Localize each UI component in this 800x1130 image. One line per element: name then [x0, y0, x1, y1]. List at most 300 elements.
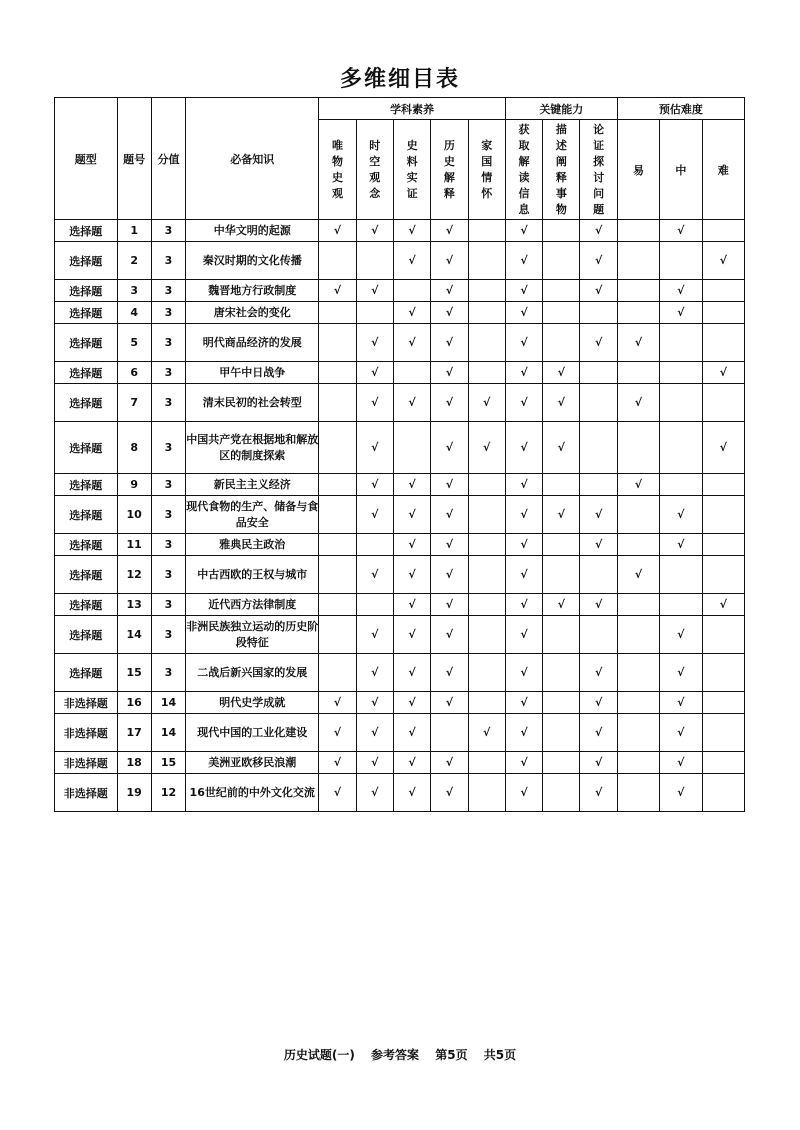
ability-1-check: [543, 324, 580, 362]
literacy-4-check: √: [468, 714, 505, 752]
ability-0-check: √: [505, 220, 542, 242]
question-number: 8: [117, 422, 151, 474]
literacy-1-check: √: [356, 362, 393, 384]
literacy-3-check: √: [431, 752, 468, 774]
difficulty-0-check: [617, 616, 659, 654]
ability-1-check: [543, 774, 580, 812]
difficulty-2-check: [702, 496, 745, 534]
literacy-4-check: [468, 242, 505, 280]
literacy-4-check: [468, 362, 505, 384]
question-score: 3: [151, 594, 185, 616]
ability-2-check: √: [580, 752, 617, 774]
literacy-3-check: √: [431, 616, 468, 654]
ability-2-check: √: [580, 654, 617, 692]
question-score: 3: [151, 534, 185, 556]
literacy-2-check: √: [393, 616, 430, 654]
question-number: 6: [117, 362, 151, 384]
question-score: 3: [151, 474, 185, 496]
difficulty-2-check: √: [702, 594, 745, 616]
question-type: 选择题: [55, 242, 118, 280]
literacy-0-check: [319, 302, 356, 324]
difficulty-1-check: √: [660, 534, 702, 556]
literacy-3-check: √: [431, 556, 468, 594]
literacy-3-check: √: [431, 384, 468, 422]
header-ability-1: 描述阐释事物: [543, 120, 580, 220]
difficulty-0-check: [617, 362, 659, 384]
question-type: 非选择题: [55, 714, 118, 752]
literacy-2-check: √: [393, 752, 430, 774]
ability-1-check: [543, 534, 580, 556]
ability-2-check: √: [580, 534, 617, 556]
difficulty-0-check: [617, 496, 659, 534]
table-row: [55, 534, 745, 556]
difficulty-1-check: √: [660, 752, 702, 774]
table-row: [55, 616, 745, 654]
question-number: 10: [117, 496, 151, 534]
literacy-4-check: [468, 496, 505, 534]
ability-1-check: √: [543, 384, 580, 422]
difficulty-0-check: [617, 594, 659, 616]
literacy-0-check: [319, 496, 356, 534]
table-row: [55, 474, 745, 496]
literacy-0-check: √: [319, 280, 356, 302]
difficulty-0-check: √: [617, 384, 659, 422]
question-score: 3: [151, 496, 185, 534]
literacy-1-check: [356, 534, 393, 556]
difficulty-0-check: [617, 654, 659, 692]
difficulty-0-check: √: [617, 474, 659, 496]
difficulty-0-check: [617, 752, 659, 774]
page-footer: [0, 1046, 800, 1063]
ability-0-check: √: [505, 496, 542, 534]
difficulty-1-check: √: [660, 616, 702, 654]
table-row: [55, 384, 745, 422]
literacy-1-check: √: [356, 714, 393, 752]
ability-2-check: √: [580, 774, 617, 812]
ability-2-check: √: [580, 714, 617, 752]
question-number: 1: [117, 220, 151, 242]
literacy-3-check: √: [431, 242, 468, 280]
header-literacy-2: 史料实证: [393, 120, 430, 220]
ability-2-check: [580, 422, 617, 474]
ability-1-check: [543, 280, 580, 302]
question-number: 19: [117, 774, 151, 812]
question-score: 3: [151, 422, 185, 474]
difficulty-1-check: [660, 362, 702, 384]
difficulty-1-check: [660, 324, 702, 362]
header-literacy-0: 唯物史观: [319, 120, 356, 220]
literacy-0-check: √: [319, 220, 356, 242]
header-ability-2: 论证探讨问题: [580, 120, 617, 220]
ability-0-check: √: [505, 556, 542, 594]
question-score: 14: [151, 692, 185, 714]
question-number: 18: [117, 752, 151, 774]
ability-1-check: [543, 752, 580, 774]
question-type: 选择题: [55, 384, 118, 422]
literacy-0-check: [319, 422, 356, 474]
question-type: 选择题: [55, 280, 118, 302]
literacy-1-check: √: [356, 616, 393, 654]
literacy-3-check: √: [431, 422, 468, 474]
literacy-0-check: [319, 594, 356, 616]
difficulty-2-check: [702, 654, 745, 692]
difficulty-0-check: [617, 714, 659, 752]
question-number: 14: [117, 616, 151, 654]
literacy-0-check: √: [319, 692, 356, 714]
knowledge-point: 唐宋社会的变化: [186, 302, 319, 324]
ability-0-check: √: [505, 752, 542, 774]
ability-2-check: [580, 384, 617, 422]
difficulty-1-check: √: [660, 220, 702, 242]
question-type: 非选择题: [55, 692, 118, 714]
knowledge-point: 现代中国的工业化建设: [186, 714, 319, 752]
literacy-4-check: [468, 654, 505, 692]
table-row: [55, 714, 745, 752]
question-type: 选择题: [55, 324, 118, 362]
ability-1-check: [543, 692, 580, 714]
difficulty-2-check: [702, 752, 745, 774]
ability-0-check: √: [505, 774, 542, 812]
header-difficulty-medium: 中: [660, 120, 702, 220]
question-type: 非选择题: [55, 774, 118, 812]
literacy-1-check: √: [356, 324, 393, 362]
header-difficulty-hard: 难: [702, 120, 745, 220]
ability-0-check: √: [505, 654, 542, 692]
literacy-1-check: √: [356, 496, 393, 534]
difficulty-2-check: [702, 324, 745, 362]
literacy-3-check: √: [431, 362, 468, 384]
question-type: 选择题: [55, 362, 118, 384]
question-type: 选择题: [55, 556, 118, 594]
difficulty-0-check: [617, 280, 659, 302]
literacy-1-check: √: [356, 474, 393, 496]
ability-0-check: √: [505, 242, 542, 280]
ability-1-check: √: [543, 594, 580, 616]
ability-0-check: √: [505, 362, 542, 384]
literacy-4-check: [468, 302, 505, 324]
ability-1-check: √: [543, 362, 580, 384]
literacy-2-check: √: [393, 242, 430, 280]
knowledge-point: 中华文明的起源: [186, 220, 319, 242]
header-group-literacy: 学科素养: [319, 98, 506, 120]
literacy-1-check: [356, 242, 393, 280]
table-row: [55, 362, 745, 384]
question-score: 12: [151, 774, 185, 812]
question-score: 3: [151, 302, 185, 324]
ability-1-check: [543, 556, 580, 594]
literacy-3-check: √: [431, 496, 468, 534]
question-number: 12: [117, 556, 151, 594]
literacy-3-check: √: [431, 774, 468, 812]
literacy-2-check: √: [393, 594, 430, 616]
table-body: [55, 220, 745, 812]
footer-subject: 历史试题(一): [283, 1048, 355, 1062]
literacy-0-check: [319, 534, 356, 556]
literacy-2-check: √: [393, 384, 430, 422]
question-score: 3: [151, 654, 185, 692]
literacy-4-check: [468, 616, 505, 654]
literacy-1-check: √: [356, 556, 393, 594]
ability-2-check: √: [580, 594, 617, 616]
ability-0-check: √: [505, 422, 542, 474]
literacy-4-check: [468, 692, 505, 714]
difficulty-1-check: [660, 422, 702, 474]
knowledge-point: 明代商品经济的发展: [186, 324, 319, 362]
difficulty-2-check: [702, 220, 745, 242]
ability-0-check: √: [505, 280, 542, 302]
literacy-4-check: [468, 534, 505, 556]
ability-1-check: [543, 302, 580, 324]
literacy-1-check: √: [356, 774, 393, 812]
literacy-1-check: [356, 302, 393, 324]
question-number: 3: [117, 280, 151, 302]
question-number: 5: [117, 324, 151, 362]
ability-0-check: √: [505, 616, 542, 654]
header-type: 题型: [55, 98, 118, 220]
question-number: 16: [117, 692, 151, 714]
table-row: [55, 594, 745, 616]
literacy-1-check: √: [356, 654, 393, 692]
ability-2-check: √: [580, 692, 617, 714]
literacy-3-check: √: [431, 220, 468, 242]
header-knowledge: 必备知识: [186, 98, 319, 220]
ability-1-check: [543, 714, 580, 752]
ability-1-check: [543, 474, 580, 496]
difficulty-1-check: √: [660, 692, 702, 714]
literacy-1-check: √: [356, 692, 393, 714]
difficulty-1-check: [660, 384, 702, 422]
literacy-4-check: [468, 474, 505, 496]
difficulty-1-check: [660, 594, 702, 616]
knowledge-point: 新民主主义经济: [186, 474, 319, 496]
difficulty-1-check: √: [660, 496, 702, 534]
difficulty-2-check: √: [702, 362, 745, 384]
page-title: 多维细目表: [339, 67, 460, 92]
difficulty-2-check: [702, 714, 745, 752]
literacy-2-check: √: [393, 654, 430, 692]
footer-total: 共5页: [483, 1048, 517, 1062]
question-score: 3: [151, 556, 185, 594]
ability-2-check: √: [580, 280, 617, 302]
question-type: 选择题: [55, 534, 118, 556]
header-group-difficulty: 预估难度: [617, 98, 744, 120]
literacy-1-check: √: [356, 220, 393, 242]
knowledge-point: 秦汉时期的文化传播: [186, 242, 319, 280]
literacy-3-check: √: [431, 654, 468, 692]
table-row: [55, 774, 745, 812]
ability-1-check: [543, 616, 580, 654]
difficulty-1-check: [660, 556, 702, 594]
ability-0-check: √: [505, 534, 542, 556]
question-number: 17: [117, 714, 151, 752]
table-row: [55, 752, 745, 774]
knowledge-point: 近代西方法律制度: [186, 594, 319, 616]
knowledge-point: 非洲民族独立运动的历史阶段特征: [186, 616, 319, 654]
literacy-3-check: √: [431, 534, 468, 556]
question-score: 3: [151, 324, 185, 362]
difficulty-0-check: [617, 220, 659, 242]
literacy-2-check: √: [393, 496, 430, 534]
ability-0-check: √: [505, 594, 542, 616]
difficulty-2-check: [702, 280, 745, 302]
ability-2-check: [580, 302, 617, 324]
question-type: 选择题: [55, 302, 118, 324]
question-number: 11: [117, 534, 151, 556]
literacy-0-check: [319, 654, 356, 692]
literacy-4-check: [468, 280, 505, 302]
header-ability-0: 获取解读信息: [505, 120, 542, 220]
literacy-0-check: [319, 242, 356, 280]
difficulty-0-check: [617, 242, 659, 280]
header-group-ability: 关键能力: [505, 98, 617, 120]
ability-0-check: √: [505, 302, 542, 324]
difficulty-2-check: [702, 474, 745, 496]
literacy-2-check: √: [393, 692, 430, 714]
literacy-4-check: [468, 324, 505, 362]
question-type: 选择题: [55, 594, 118, 616]
question-type: 选择题: [55, 616, 118, 654]
literacy-1-check: √: [356, 280, 393, 302]
literacy-3-check: √: [431, 692, 468, 714]
literacy-3-check: √: [431, 302, 468, 324]
literacy-1-check: [356, 594, 393, 616]
question-number: 4: [117, 302, 151, 324]
literacy-2-check: √: [393, 324, 430, 362]
literacy-4-check: [468, 752, 505, 774]
question-number: 15: [117, 654, 151, 692]
literacy-2-check: √: [393, 774, 430, 812]
ability-0-check: √: [505, 324, 542, 362]
knowledge-point: 魏晋地方行政制度: [186, 280, 319, 302]
difficulty-1-check: [660, 242, 702, 280]
specification-table: [54, 97, 745, 812]
footer-page: 第5页: [435, 1048, 468, 1062]
literacy-2-check: √: [393, 220, 430, 242]
ability-0-check: √: [505, 384, 542, 422]
literacy-4-check: [468, 594, 505, 616]
ability-2-check: [580, 616, 617, 654]
difficulty-1-check: √: [660, 714, 702, 752]
knowledge-point: 明代史学成就: [186, 692, 319, 714]
header-literacy-3: 历史解释: [431, 120, 468, 220]
question-score: 3: [151, 616, 185, 654]
literacy-4-check: [468, 556, 505, 594]
difficulty-2-check: [702, 534, 745, 556]
table-row: [55, 496, 745, 534]
difficulty-0-check: [617, 692, 659, 714]
difficulty-2-check: [702, 384, 745, 422]
difficulty-2-check: [702, 692, 745, 714]
ability-1-check: [543, 654, 580, 692]
question-score: 3: [151, 220, 185, 242]
table-row: [55, 280, 745, 302]
header-score: 分值: [151, 98, 185, 220]
question-type: 选择题: [55, 474, 118, 496]
difficulty-2-check: √: [702, 422, 745, 474]
difficulty-2-check: [702, 616, 745, 654]
literacy-2-check: √: [393, 302, 430, 324]
difficulty-0-check: [617, 774, 659, 812]
ability-2-check: √: [580, 220, 617, 242]
table-row: [55, 242, 745, 280]
question-number: 7: [117, 384, 151, 422]
literacy-2-check: [393, 422, 430, 474]
ability-0-check: √: [505, 692, 542, 714]
ability-0-check: √: [505, 474, 542, 496]
question-number: 13: [117, 594, 151, 616]
literacy-3-check: [431, 714, 468, 752]
knowledge-point: 雅典民主政治: [186, 534, 319, 556]
header-difficulty-easy: 易: [617, 120, 659, 220]
difficulty-2-check: [702, 556, 745, 594]
question-type: 选择题: [55, 654, 118, 692]
question-score: 3: [151, 362, 185, 384]
literacy-2-check: √: [393, 556, 430, 594]
question-type: 选择题: [55, 220, 118, 242]
literacy-0-check: [319, 616, 356, 654]
literacy-1-check: √: [356, 752, 393, 774]
literacy-0-check: [319, 324, 356, 362]
literacy-3-check: √: [431, 474, 468, 496]
literacy-3-check: √: [431, 324, 468, 362]
literacy-0-check: [319, 384, 356, 422]
difficulty-1-check: √: [660, 302, 702, 324]
table-row: [55, 220, 745, 242]
difficulty-1-check: √: [660, 774, 702, 812]
knowledge-point: 美洲亚欧移民浪潮: [186, 752, 319, 774]
knowledge-point: 16世纪前的中外文化交流: [186, 774, 319, 812]
question-type: 非选择题: [55, 752, 118, 774]
difficulty-1-check: [660, 474, 702, 496]
literacy-3-check: √: [431, 280, 468, 302]
question-number: 9: [117, 474, 151, 496]
ability-2-check: √: [580, 324, 617, 362]
literacy-4-check: [468, 774, 505, 812]
knowledge-point: 现代食物的生产、储备与食品安全: [186, 496, 319, 534]
ability-2-check: [580, 474, 617, 496]
table-row: [55, 692, 745, 714]
literacy-0-check: √: [319, 714, 356, 752]
ability-2-check: √: [580, 242, 617, 280]
question-type: 选择题: [55, 496, 118, 534]
table-row: [55, 302, 745, 324]
difficulty-0-check: √: [617, 556, 659, 594]
literacy-2-check: √: [393, 474, 430, 496]
table-row: [55, 556, 745, 594]
question-score: 14: [151, 714, 185, 752]
table-row: [55, 654, 745, 692]
ability-2-check: [580, 362, 617, 384]
header-literacy-1: 时空观念: [356, 120, 393, 220]
difficulty-1-check: √: [660, 654, 702, 692]
question-type: 选择题: [55, 422, 118, 474]
difficulty-0-check: [617, 534, 659, 556]
question-score: 3: [151, 384, 185, 422]
footer-answer: 参考答案: [371, 1048, 420, 1062]
knowledge-point: 清末民初的社会转型: [186, 384, 319, 422]
literacy-4-check: √: [468, 384, 505, 422]
question-score: 3: [151, 280, 185, 302]
ability-2-check: [580, 556, 617, 594]
knowledge-point: 二战后新兴国家的发展: [186, 654, 319, 692]
literacy-0-check: [319, 474, 356, 496]
literacy-2-check: √: [393, 534, 430, 556]
literacy-0-check: √: [319, 774, 356, 812]
difficulty-0-check: [617, 302, 659, 324]
knowledge-point: 中国共产党在根据地和解放区的制度探索: [186, 422, 319, 474]
literacy-1-check: √: [356, 422, 393, 474]
ability-1-check: [543, 220, 580, 242]
